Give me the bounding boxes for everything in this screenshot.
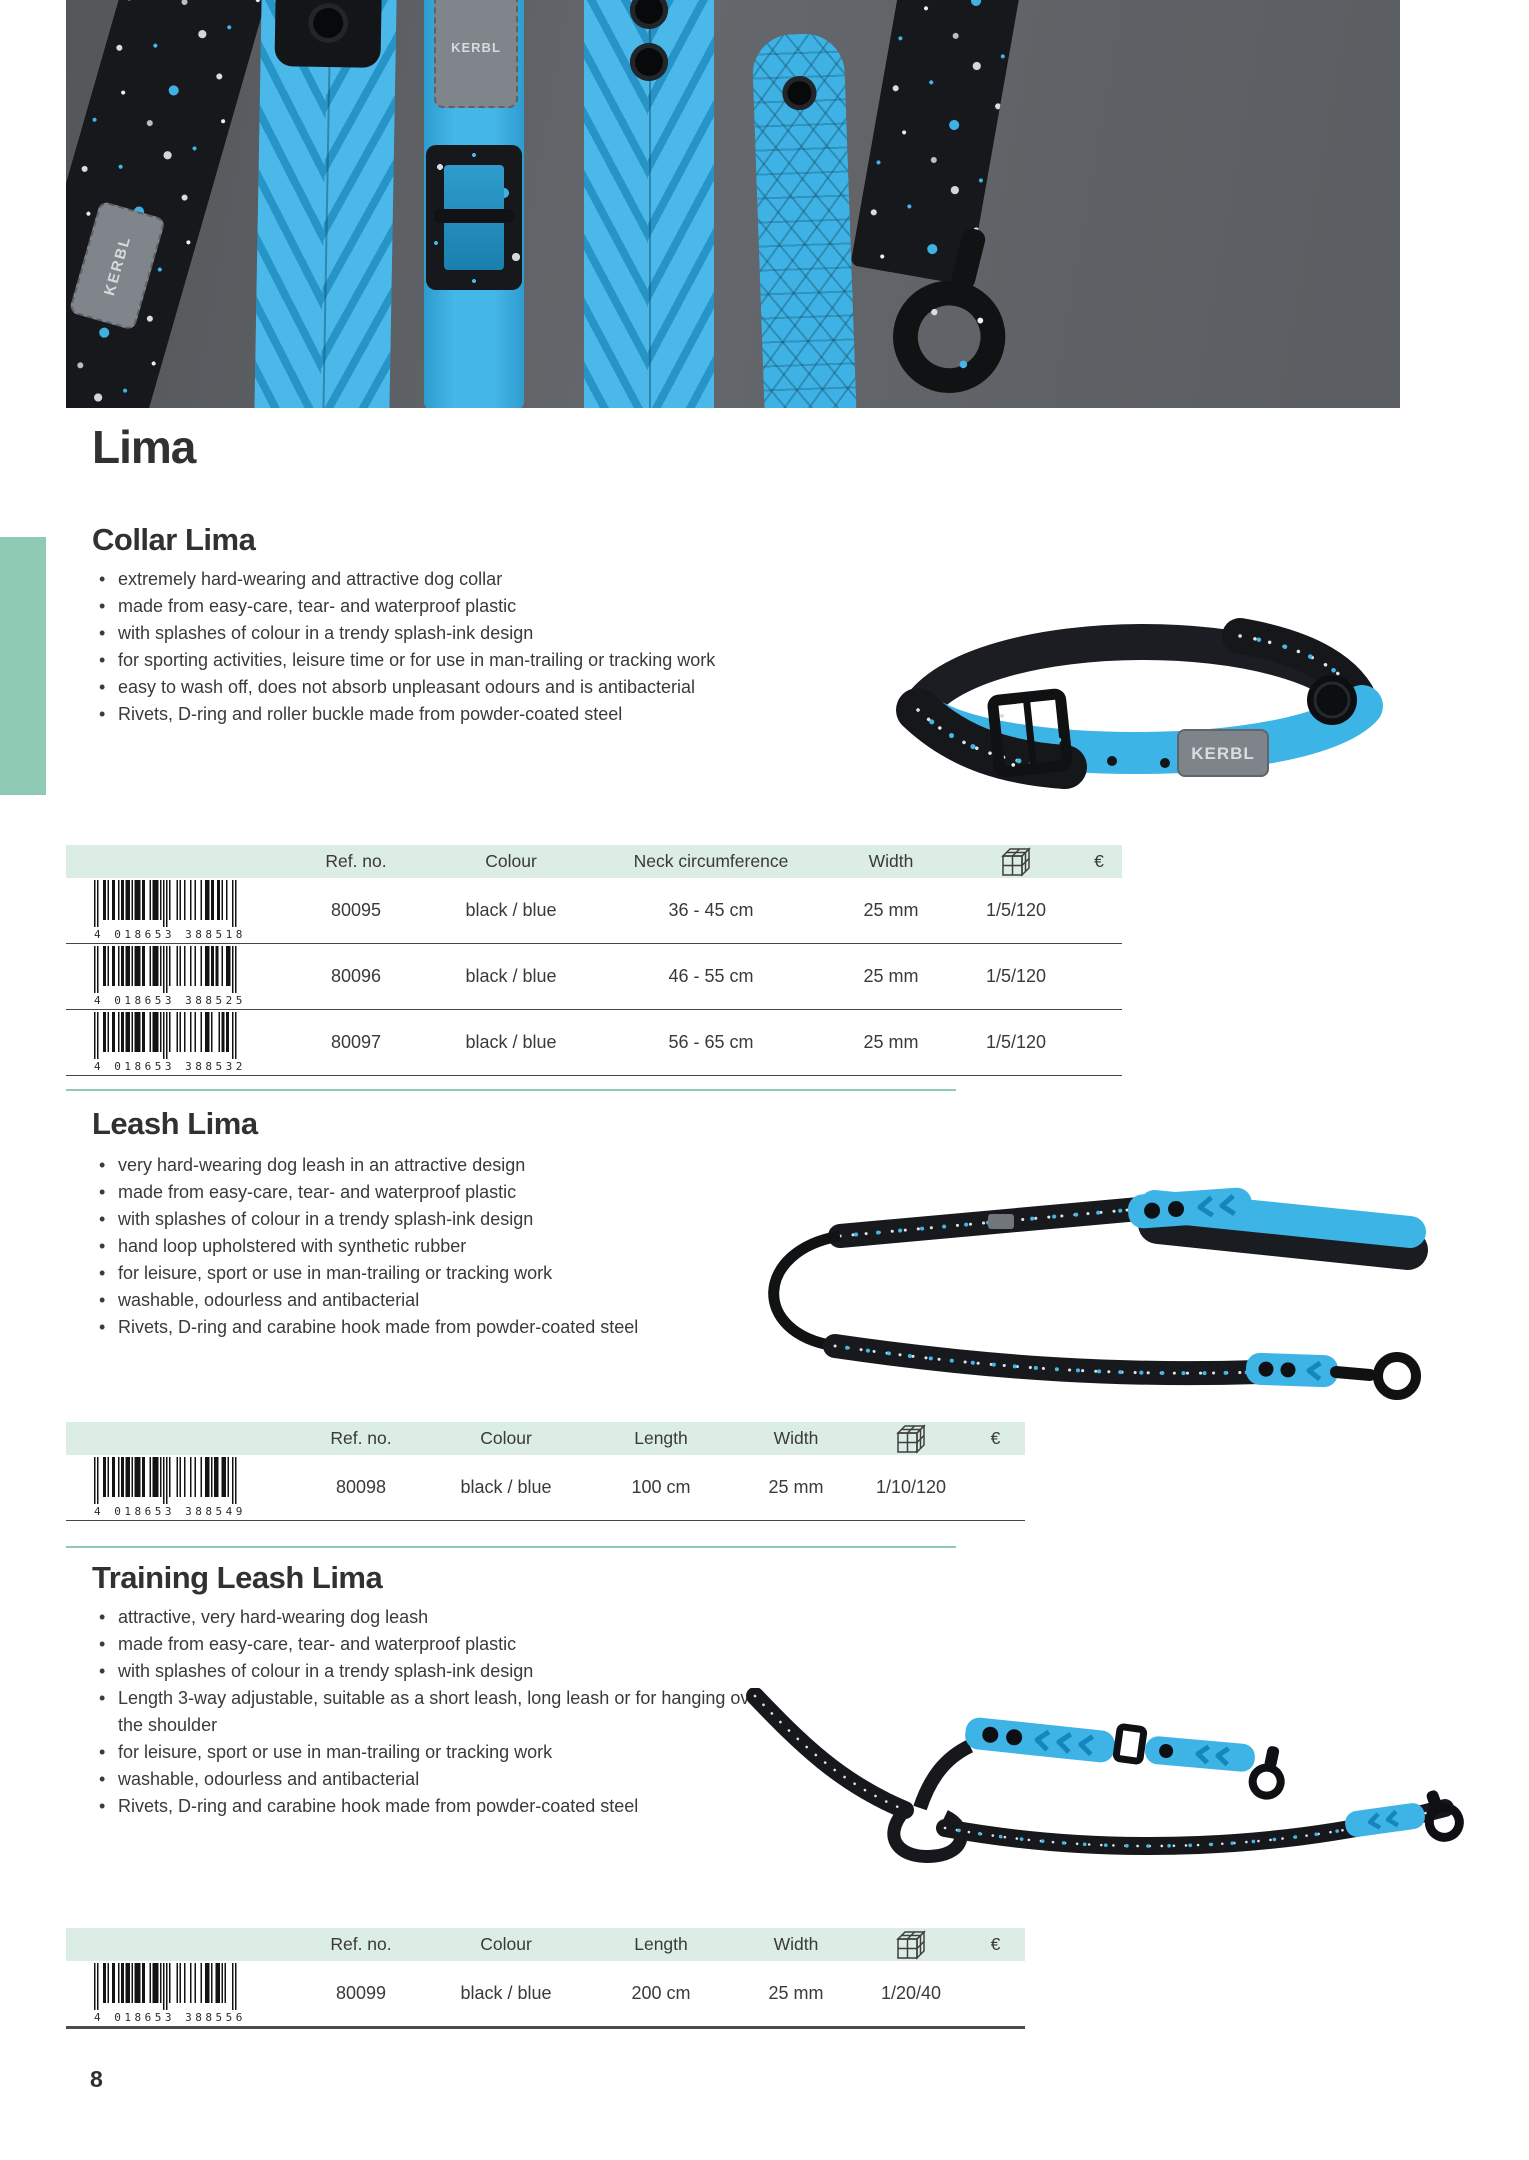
feature-bullet: • made from easy-care, tear- and waterproof plastic [92, 593, 772, 620]
brand-label: KERBL [451, 39, 501, 55]
cell-ref-no: 80096 [330, 966, 382, 986]
feature-bullet: • Rivets, D-ring and carabine hook made from powder-coated steel [92, 1314, 772, 1341]
cell-ref-no: 80095 [330, 900, 382, 920]
header-price-euro: € [990, 1428, 1001, 1448]
cell-ref-no: 80097 [330, 1032, 382, 1052]
ean-number: 4 018653 388532 [94, 1060, 246, 1073]
table-header-row [66, 1928, 1025, 1961]
ean-barcode [94, 946, 246, 1007]
feature-bullet: • with splashes of colour in a trendy splash-ink design [92, 1658, 792, 1685]
leash-chevron-connector [1344, 1802, 1427, 1839]
header-ref-no: Ref. no. [330, 1428, 392, 1448]
brand-tag [69, 201, 166, 331]
feature-bullet: • washable, odourless and antibacterial [92, 1766, 792, 1793]
feature-list-collar [92, 566, 772, 728]
ean-barcode [94, 1457, 246, 1518]
cell-price [966, 1961, 1025, 2026]
cell-price [1076, 1010, 1122, 1075]
section-heading-training-leash: Training Leash Lima [92, 1560, 383, 1595]
table-row [66, 878, 1122, 944]
feature-bullet: • made from easy-care, tear- and waterproof plastic [92, 1631, 792, 1658]
feature-bullet: • for sporting activities, leisure time or for use in man-trailing or tracking work [92, 647, 772, 674]
cell-price [1076, 878, 1122, 943]
header-barcode [66, 1928, 296, 1961]
feature-bullet: • for leisure, sport or use in man-trailing or tracking work [92, 1739, 792, 1766]
cell-ref-no: 80098 [335, 1477, 387, 1497]
leash-connector [274, 0, 382, 68]
ean-number: 4 018653 388525 [94, 994, 246, 1007]
cell-neck-circumference: 56 - 65 cm [668, 1032, 754, 1052]
carton-quantity-icon [893, 1421, 929, 1457]
feature-list-training-leash [92, 1604, 792, 1820]
header-width: Width [773, 1934, 819, 1954]
section-divider [66, 1546, 956, 1548]
cell-width: 25 mm [863, 966, 919, 986]
header-width: Width [773, 1428, 819, 1448]
cell-width: 25 mm [768, 1983, 824, 2003]
header-packaging [956, 845, 1076, 878]
section-divider [66, 1089, 956, 1091]
cell-width: 25 mm [863, 1032, 919, 1052]
brand-label: KERBL [1191, 744, 1255, 763]
section-heading-leash: Leash Lima [92, 1106, 258, 1141]
header-colour: Colour [480, 1428, 532, 1448]
carabiner-hook [1336, 1357, 1416, 1395]
cell-packaging: 1/20/40 [880, 1983, 942, 2003]
page-title: Lima [92, 421, 196, 473]
header-packaging [856, 1422, 966, 1455]
chapter-side-tab [0, 537, 46, 795]
cell-width: 25 mm [768, 1477, 824, 1497]
feature-bullet: • Length 3-way adjustable, suitable as a short leash, long leash or for hanging over the shoulder [92, 1685, 792, 1739]
header-colour: Colour [480, 1934, 532, 1954]
brand-tag [988, 1214, 1014, 1229]
product-photo-training-leash [730, 1688, 1470, 1883]
collar-table [66, 845, 1122, 1076]
cell-colour: black / blue [465, 966, 557, 986]
leash-chevron-connector [964, 1716, 1117, 1764]
product-photo-collar [880, 578, 1400, 793]
hero-splash-collar [66, 0, 283, 408]
table-header-row [66, 845, 1122, 878]
cell-packaging: 1/5/120 [985, 900, 1047, 920]
feature-bullet: • extremely hard-wearing and attractive dog collar [92, 566, 772, 593]
hero-braided-leash-1 [254, 0, 397, 408]
header-length: Length [634, 1934, 688, 1954]
hero-blue-collar [424, 0, 524, 408]
ean-number: 4 018653 388556 [94, 2011, 246, 2024]
cell-neck-circumference: 46 - 55 cm [668, 966, 754, 986]
cell-price [1076, 944, 1122, 1009]
collar-buckle [426, 145, 522, 290]
cell-colour: black / blue [460, 1983, 552, 2003]
header-width: Width [868, 851, 914, 871]
cell-packaging: 1/5/120 [985, 966, 1047, 986]
table-row [66, 1961, 1025, 2029]
header-ref-no: Ref. no. [330, 1934, 392, 1954]
header-colour: Colour [485, 851, 537, 871]
header-price-euro: € [1094, 851, 1104, 871]
feature-bullet: • very hard-wearing dog leash in an attractive design [92, 1152, 772, 1179]
feature-bullet: • hand loop upholstered with synthetic rubber [92, 1233, 772, 1260]
ean-number: 4 018653 388549 [94, 1505, 246, 1518]
table-header-row [66, 1422, 1025, 1455]
cell-price [966, 1455, 1025, 1520]
cell-length: 200 cm [631, 1983, 691, 2003]
ean-number: 4 018653 388518 [94, 928, 246, 941]
ean-barcode [94, 1012, 246, 1073]
cell-length: 100 cm [631, 1477, 691, 1497]
hero-braided-leash-2 [584, 0, 714, 408]
cell-packaging: 1/10/120 [875, 1477, 947, 1497]
feature-bullet: • Rivets, D-ring and roller buckle made from powder-coated steel [92, 701, 772, 728]
cell-colour: black / blue [465, 900, 557, 920]
table-row [66, 944, 1122, 1010]
feature-list-leash [92, 1152, 772, 1341]
section-heading-collar: Collar Lima [92, 522, 256, 557]
header-barcode [66, 1422, 296, 1455]
ean-barcode [94, 880, 246, 941]
ean-barcode [94, 1963, 246, 2024]
leash-chevron-connector [1245, 1352, 1338, 1387]
table-row [66, 1010, 1122, 1076]
header-ref-no: Ref. no. [325, 851, 387, 871]
cell-colour: black / blue [460, 1477, 552, 1497]
product-photo-leash [700, 1128, 1440, 1403]
feature-bullet: • Rivets, D-ring and carabine hook made from powder-coated steel [92, 1793, 792, 1820]
header-packaging [856, 1928, 966, 1961]
cell-width: 25 mm [863, 900, 919, 920]
header-neck-circumference: Neck circumference [633, 851, 789, 871]
brand-label: KERBL [100, 233, 134, 298]
header-price-euro: € [990, 1934, 1001, 1954]
carton-quantity-icon [998, 844, 1034, 880]
training-leash-table [66, 1928, 1025, 2029]
leash-table [66, 1422, 1025, 1521]
feature-bullet: • made from easy-care, tear- and waterproof plastic [92, 1179, 772, 1206]
carabiner-hook [1250, 1744, 1288, 1799]
hero-photo [66, 0, 1400, 408]
header-length: Length [634, 1428, 688, 1448]
cell-ref-no: 80099 [335, 1983, 387, 2003]
carton-quantity-icon [893, 1927, 929, 1963]
cell-neck-circumference: 36 - 45 cm [668, 900, 754, 920]
page-number: 8 [90, 2066, 103, 2092]
feature-bullet: • for leisure, sport or use in man-trailing or tracking work [92, 1260, 772, 1287]
header-barcode [66, 845, 286, 878]
cell-colour: black / blue [465, 1032, 557, 1052]
feature-bullet: • easy to wash off, does not absorb unpleasant odours and is antibacterial [92, 674, 772, 701]
feature-bullet: • attractive, very hard-wearing dog leash [92, 1604, 792, 1631]
hero-textured-strap [751, 33, 856, 408]
feature-bullet: • washable, odourless and antibacterial [92, 1287, 772, 1314]
feature-bullet: • with splashes of colour in a trendy splash-ink design [92, 620, 772, 647]
leash-chevron-connector [1144, 1735, 1256, 1772]
adjuster-ring [1116, 1726, 1144, 1761]
feature-bullet: • with splashes of colour in a trendy splash-ink design [92, 1206, 772, 1233]
cell-packaging: 1/5/120 [985, 1032, 1047, 1052]
brand-tag [434, 0, 518, 108]
table-row [66, 1455, 1025, 1521]
